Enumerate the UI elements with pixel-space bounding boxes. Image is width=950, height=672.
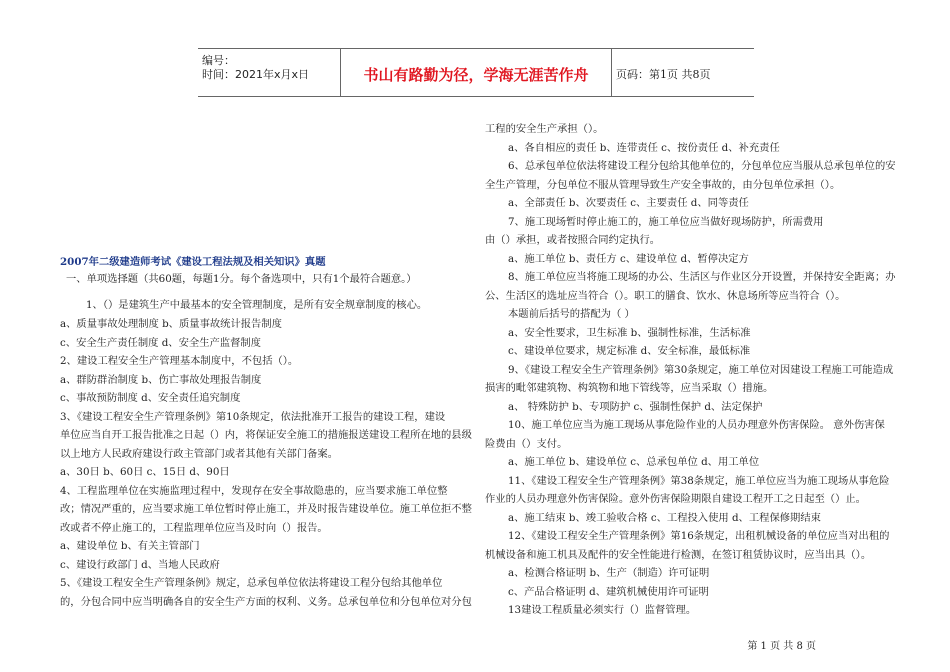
document-number: 编号： <box>202 54 235 67</box>
text-line: 4、工程监理单位在实施监理过程中，发现存在安全事故隐患的，应当要求施工单位整 <box>60 485 448 497</box>
text-line: 2、建设工程安全生产管理基本制度中，不包括（）。 <box>60 355 299 367</box>
text-line: 作业的人员办理意外伤害保险。意外伤害保险期限自建设工程开工之日起至（）止。 <box>485 493 866 505</box>
text-line: 本题前后括号的搭配为（ ） <box>508 308 635 320</box>
text-line: c、安全生产责任制度 d、安全生产监督制度 <box>60 337 261 349</box>
text-line: a、 特殊防护 b、专项防护 c、强制性保护 d、法定保护 <box>508 401 763 413</box>
text-line: 9、《建设工程安全生产管理条例》第30条规定，施工单位对因建设工程施工可能造成 <box>508 364 894 376</box>
text-line: 改或者不停止施工的，工程监理单位应当及时向（）报告。 <box>60 522 328 534</box>
text-line: 3、《建设工程安全生产管理条例》第10条规定，依法批准开工报告的建设工程，建设 <box>60 411 446 423</box>
text-line: 7、施工现场暂时停止施工的，施工单位应当做好现场防护，所需费用 <box>508 216 824 228</box>
text-line: 改；情况严重的，应当要求施工单位暂时停止施工，并及时报告建设单位。施工单位拒不整 <box>60 503 472 515</box>
text-line: 损害的毗邻建筑物、构筑物和地下管线等，应当采取（）措施。 <box>485 382 774 394</box>
document-time: 时间：2021年x月x日 <box>202 68 310 81</box>
text-line: 8、施工单位应当将施工现场的办公、生活区与作业区分开设置，并保持安全距离；办 <box>508 271 896 283</box>
text-line: 由（）承担，或者按照合同约定执行。 <box>485 234 661 246</box>
text-line: a、安全性要求，卫生标准 b、强制性标准，生活标准 <box>508 327 751 339</box>
text-line: c、建设单位要求，规定标准 d、安全标准，最低标准 <box>508 345 751 357</box>
text-line: a、全部责任 b、次要责任 c、主要责任 d、同等责任 <box>508 197 749 209</box>
section-heading: 一、单项选择题（共60题，每题1分。每个备选项中，只有1个最符合题意。） <box>66 273 417 285</box>
text-line: a、施工单位 b、建设单位 c、总承包单位 d、用工单位 <box>508 456 760 468</box>
text-line: 5、《建设工程安全生产管理条例》规定，总承包单位依法将建设工程分包给其他单位 <box>60 577 443 589</box>
text-line: c、建设行政部门 d、当地人民政府 <box>60 559 220 571</box>
text-line: 工程的安全生产承担（）。 <box>485 123 604 135</box>
text-line: 以上地方人民政府建设行政主管部门或者其他有关部门备案。 <box>60 448 339 460</box>
page-footer: 第 1 页 共 8 页 <box>747 641 816 652</box>
text-line: 险费由（）支付。 <box>485 438 568 450</box>
header-meta-cell <box>198 49 341 96</box>
text-line: a、施工单位 b、责任方 c、建设单位 d、暂停决定方 <box>508 253 749 265</box>
text-line: c、产品合格证明 d、建筑机械使用许可证明 <box>508 586 709 598</box>
text-line: a、质量事故处理制度 b、质量事故统计报告制度 <box>60 318 282 330</box>
text-line: a、30日 b、60日 c、15日 d、90日 <box>60 466 230 478</box>
text-line: 单位应当自开工报告批准之日起（）内，将保证安全施工的措施报送建设工程所在地的县级 <box>60 429 472 441</box>
text-line: a、施工结束 b、竣工验收合格 c、工程投入使用 d、工程保修期结束 <box>508 512 821 524</box>
text-line: 公、生活区的选址应当符合（）。职工的膳食、饮水、休息场所等应当符合（）。 <box>485 290 846 302</box>
text-line: a、群防群治制度 b、伤亡事故处理报告制度 <box>60 374 262 386</box>
text-line: 12、《建设工程安全生产管理条例》第16条规定，出租机械设备的单位应当对出租的 <box>508 530 890 542</box>
text-line: 全生产管理，分包单位不服从管理导致生产安全事故的，由分包单位承担（）。 <box>485 179 841 191</box>
header-page-cell <box>612 49 754 96</box>
exam-title: 2007年二级建造师考试《建设工程法规及相关知识》真题 <box>60 256 326 268</box>
text-line: c、事故预防制度 d、安全责任追究制度 <box>60 392 241 404</box>
document-header <box>198 48 754 97</box>
text-line: a、建设单位 b、有关主管部门 <box>60 540 200 552</box>
text-line: 的，分包合同中应当明确各自的安全生产方面的权利、义务。总承包单位和分包单位对分包 <box>60 596 472 608</box>
header-motto-cell <box>341 49 612 96</box>
text-line: 6、总承包单位依法将建设工程分包给其他单位的，分包单位应当服从总承包单位的安 <box>508 160 896 172</box>
text-line: a、各自相应的责任 b、连带责任 c、按份责任 d、补充责任 <box>508 142 780 154</box>
text-line: 1、（）是建筑生产中最基本的安全管理制度，是所有安全规章制度的核心。 <box>86 299 428 311</box>
text-line: 13建设工程质量必须实行（）监督管理。 <box>508 604 697 616</box>
text-line: 机械设备和施工机具及配件的安全性能进行检测，在签订租赁协议时，应当出具（）。 <box>485 549 872 561</box>
text-line: 10、施工单位应当为施工现场从事危险作业的人员办理意外伤害保险。 意外伤害保 <box>508 419 885 431</box>
header-motto: 书山有路勤为径，学海无涯苦作舟 <box>363 66 589 84</box>
text-line: a、检测合格证明 b、生产（制造）许可证明 <box>508 567 710 579</box>
text-line: 11、《建设工程安全生产管理条例》第38条规定，施工单位应当为施工现场从事危险 <box>508 475 890 487</box>
header-page-number: 页码：第1页 共8页 <box>616 68 711 81</box>
